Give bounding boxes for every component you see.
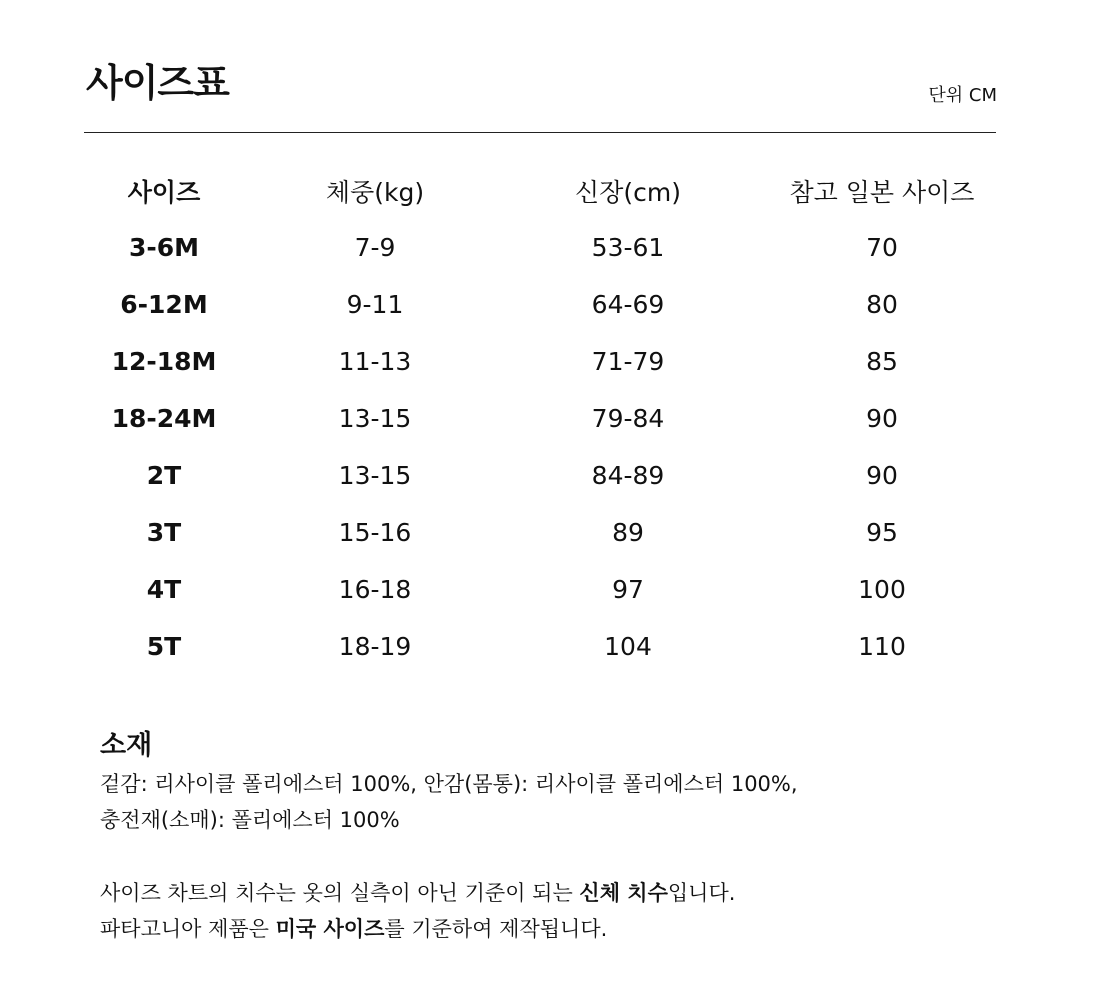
table-row [84,219,1014,276]
table-row [84,390,1014,447]
cell-weight: 15-16 [338,518,412,547]
cell-japan-size: 100 [858,575,906,604]
cell-japan-size: 90 [866,404,898,433]
note-text: 를 기준하여 제작됩니다. [384,917,608,941]
unit-label: 단위 CM [928,85,997,106]
cell-height: 79-84 [591,404,665,433]
cell-height: 64-69 [591,290,665,319]
note-text: 사이즈 차트의 치수는 옷의 실측이 아닌 기준이 되는 [100,881,580,905]
cell-weight: 16-18 [338,575,412,604]
cell-height: 97 [612,575,644,604]
note-us-sizing [100,911,1000,947]
material-line: 충전재(소매): 폴리에스터 100% [100,808,400,832]
cell-weight: 13-15 [338,461,412,490]
table-row [84,561,1014,618]
cell-size: 18-24M [111,404,217,433]
cell-weight: 13-15 [338,404,412,433]
column-header-size: 사이즈 [127,177,201,207]
note-text: 파타고니아 제품은 [100,917,276,941]
material-section [100,726,1000,838]
note-body-measurement [100,875,1000,911]
cell-size: 4T [146,575,182,604]
note-emphasis: 신체 치수 [579,881,668,905]
cell-japan-size: 95 [866,518,898,547]
cell-size: 6-12M [120,290,208,319]
table-row [84,333,1014,390]
table-row [84,618,1014,675]
table-row [84,504,1014,561]
cell-size: 2T [146,461,182,490]
table-header-row [84,162,1014,219]
note-text: 입니다. [667,881,736,905]
cell-height: 71-79 [591,347,665,376]
column-header-japan-size: 참고 일본 사이즈 [789,177,975,207]
column-header-height: 신장(cm) [575,177,681,207]
cell-height: 89 [612,518,644,547]
material-title: 소재 [100,730,153,761]
size-table [84,162,1014,675]
material-line: 겉감: 리사이클 폴리에스터 100%, 안감(몸통): 리사이클 폴리에스터 100%, [100,772,798,796]
cell-height: 84-89 [591,461,665,490]
cell-weight: 11-13 [338,347,412,376]
cell-size: 3-6M [128,233,200,262]
note-emphasis: 미국 사이즈 [275,917,385,941]
cell-japan-size: 80 [866,290,898,319]
cell-japan-size: 70 [866,233,898,262]
cell-weight: 7-9 [354,233,396,262]
divider [84,132,996,133]
cell-height: 104 [604,632,652,661]
table-row [84,276,1014,333]
cell-japan-size: 85 [866,347,898,376]
cell-size: 5T [146,632,182,661]
cell-japan-size: 110 [858,632,906,661]
cell-height: 53-61 [591,233,665,262]
column-header-weight: 체중(kg) [325,177,425,207]
page-title: 사이즈표 [86,61,229,105]
cell-weight: 18-19 [338,632,412,661]
cell-weight: 9-11 [346,290,404,319]
cell-size: 3T [146,518,182,547]
table-row [84,447,1014,504]
cell-japan-size: 90 [866,461,898,490]
notes-section [100,875,1000,947]
cell-size: 12-18M [111,347,217,376]
